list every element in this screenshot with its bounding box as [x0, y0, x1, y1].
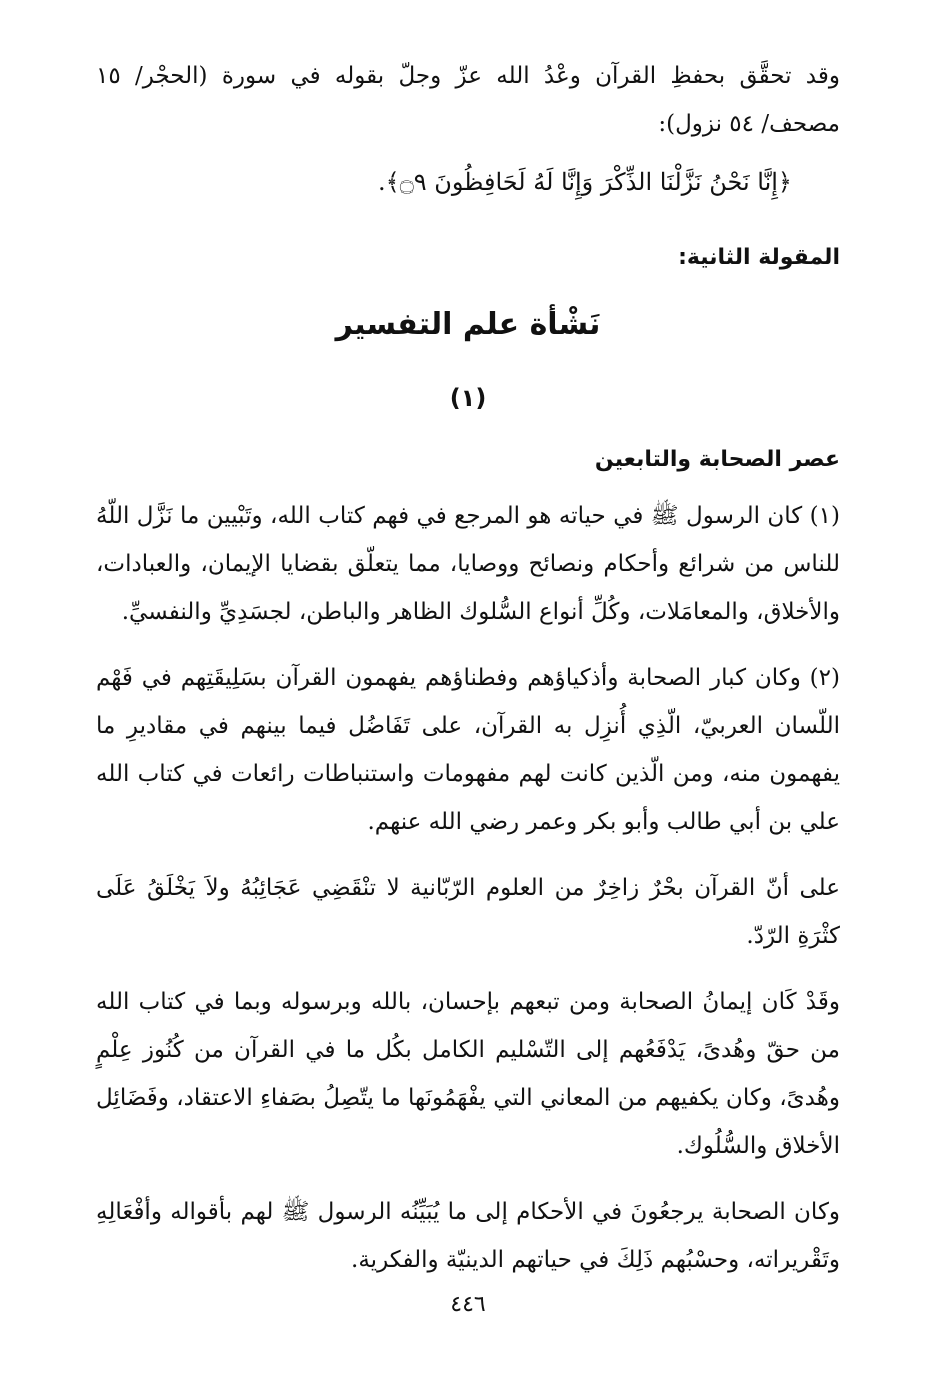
- section-label: المقولة الثانية:: [678, 245, 840, 270]
- section-heading: عصر الصحابة والتابعين: [594, 447, 840, 472]
- paragraph-1: (١) كان الرسول ﷺ في حياته هو المرجع في فهم كتاب الله، وتَبْيين ما نَزَّل اللّهُ للناس من شرائع وأحكام ونصائح ووصايا، مما يتعلّق بقضايا الإيمان، والعبادات، والأخلاق، والمعامَلات، وكُلِّ أنواع السُّلوك الظاهر والباطن، لجسَدِيِّ والنفسيِّ.: [96, 503, 840, 625]
- page-number: ٤٤٦: [450, 1292, 486, 1317]
- chapter-title: نَشْأة علم التفسير: [335, 307, 601, 342]
- paragraph-5: وكان الصحابة يرجعُونَ في الأحكام إلى ما يُبَيِّنُه الرسول ﷺ لهم بأقواله وأفْعَالِهِ وتَقْريراته، وحسْبُهم ذَلِكَ في حياتهم الدينيّة والفكرية.: [96, 1199, 840, 1273]
- paragraph-2: (٢) وكان كبار الصحابة وأذكياؤهم وفطناؤهم يفهمون القرآن بسَلِيقَتِهم في فَهْم اللّسان العربيّ، الّذِي أُنزِل به القرآن، على تَفَاضُل فيما بينهم في مقاديرِ ما يفهمون منه، ومن الّذين كانت لهم مفهومات واستنباطات رائعات في كتاب الله علي بن أبي طالب وأبو بكر وعمر رضي الله عنهم.: [96, 665, 840, 835]
- section-number: (١): [449, 384, 487, 412]
- intro-paragraph: وقد تحقَّق بحفظِ القرآن وعْدُ الله عزّ وجلّ بقوله في سورة (الحجْر/ ١٥ مصحف/ ٥٤ نزول):: [96, 63, 840, 137]
- quran-verse: ﴿إِنَّا نَحْنُ نَزَّلْنَا الذِّكْرَ وَإِنَّا لَهُ لَحَافِظُونَ ۝٩﴾.: [378, 168, 792, 196]
- paragraph-3: على أنّ القرآن بحْرٌ زاخِرٌ من العلوم الرّبّانية لا تنْقَضِي عَجَائِبُهُ ولاَ يَخْلَقُ عَلَى كثْرَةِ الرّدّ.: [96, 875, 840, 949]
- paragraph-4: وقَدْ كَان إيمانُ الصحابة ومن تبعهم بإحسان، بالله وبرسوله وبما في كتاب الله من حقّ وهُدىً، يَدْفَعُهم إلى التّسْليم الكامل بكُل ما في القرآن من كُنُوز عِلْمٍ وهُدىً، وكان يكفيهم من المعاني التي يفْهَمُونَها ما يتّصِلُ بصَفاءِ الاعتقاد، وفَضَائِل الأخلاق والسُّلُوك.: [96, 989, 840, 1159]
- page-content: [96, 52, 840, 1284]
